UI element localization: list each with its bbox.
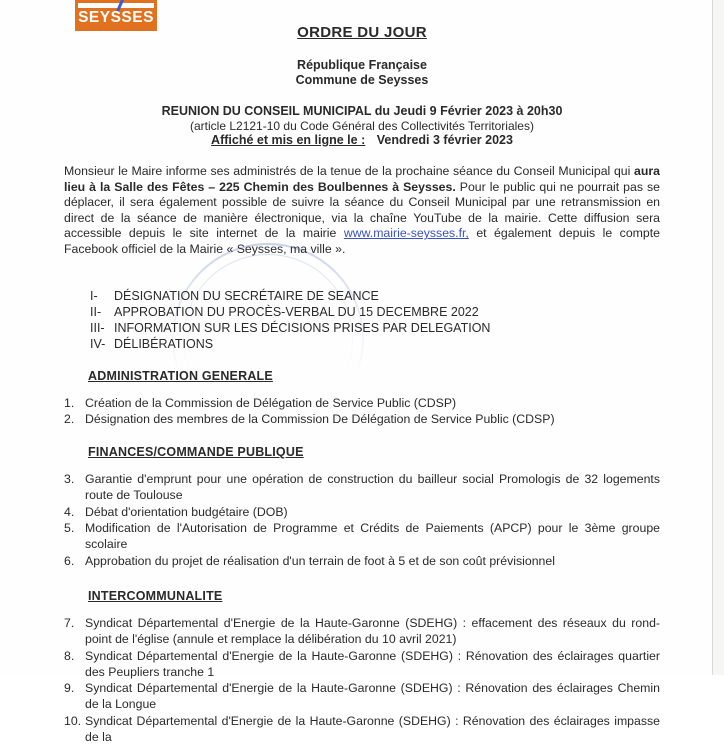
- roman-label: INFORMATION SUR LES DÉCISIONS PRISES PAR DELEGATION: [114, 320, 491, 335]
- section-items-intercommunalite: [64, 615, 660, 745]
- item-number: 3.: [64, 472, 75, 487]
- item-text: Débat d'orientation budgétaire (DOB): [85, 504, 288, 519]
- table-row: [64, 553, 660, 569]
- item-number: 10.: [64, 713, 82, 728]
- roman-numeral: I-: [90, 288, 98, 303]
- item-text: Garantie d'emprunt pour une opération de construction du bailleur social Promologis de 32 logements route de Toulouse: [85, 472, 660, 503]
- article-reference: (article L2121-10 du Code Général des Collectivités Territoriales): [190, 119, 534, 133]
- meeting-line: REUNION DU CONSEIL MUNICIPAL du Jeudi 9 Février 2023 à 20h30: [161, 104, 563, 118]
- item-text: Syndicat Départemental d'Energie de la Haute-Garonne (SDEHG) : Rénovation des éclairages Chemin de la Longue: [85, 681, 660, 712]
- section-heading-administration-generale: ADMINISTRATION GENERALE: [88, 368, 273, 383]
- roman-label: DÉLIBÉRATIONS: [114, 336, 214, 351]
- item-number: 1.: [64, 395, 75, 410]
- table-row: [64, 520, 660, 553]
- intro-part2: Pour le public qui ne pourrait pas se déplacer, il sera également possible de suivre la séance du Conseil Municipal par une retransmission en direct de la séance de manière électronique, via la chaîne YouTube de la mairie. Cette diffusion sera accessible depuis le site internet de la mairie: [64, 179, 660, 241]
- item-text: Approbation du projet de réalisation d'un terrain de foot à 5 et de son coût prévisionnel: [85, 553, 555, 568]
- intro-paragraph: [64, 164, 660, 258]
- republic-line: République Française: [297, 58, 427, 72]
- table-row: [64, 504, 660, 520]
- item-text: Modification de l'Autorisation de Programme et Crédits de Paiements (APCP) pour le 3ème groupe scolaire: [85, 521, 660, 552]
- published-date: Vendredi 3 février 2023: [376, 133, 513, 147]
- table-row: [64, 411, 660, 427]
- list-item: [90, 288, 724, 304]
- list-item: [90, 336, 724, 352]
- item-number: 4.: [64, 504, 75, 519]
- logo-text: SEYSSES: [78, 9, 154, 26]
- roman-numeral: IV-: [90, 336, 106, 351]
- published-line: [0, 133, 724, 148]
- list-item: [90, 320, 724, 336]
- section-heading-finances-commande-publique: FINANCES/COMMANDE PUBLIQUE: [88, 445, 304, 460]
- item-text: Désignation des membres de la Commission De Délégation de Service Public (CDSP): [85, 411, 555, 426]
- intro-bold-venue: aura lieu à la Salle des Fêtes – 225 Chemin des Boulbennes à Seysses.: [64, 164, 660, 194]
- table-row: [64, 471, 660, 504]
- item-text: Syndicat Départemental d'Energie de la Haute-Garonne (SDEHG) : Rénovation des éclairages impasse de la: [85, 713, 660, 745]
- agenda-roman-list: [90, 288, 724, 352]
- item-text: Syndicat Départemental d'Energie de la Haute-Garonne (SDEHG) : Rénovation des éclairages quartier des Peupliers tranche 1: [85, 648, 660, 679]
- roman-numeral: III-: [90, 320, 105, 335]
- roman-label: DÉSIGNATION DU SECRÉTAIRE DE SEANCE: [114, 288, 379, 303]
- item-number: 9.: [64, 681, 75, 696]
- item-text: Création de la Commission de Délégation de Service Public (CDSP): [85, 395, 457, 410]
- item-number: 8.: [64, 648, 75, 663]
- intro-part3: et également depuis le compte Facebook officiel de la Mairie « Seysses, ma ville ».: [64, 226, 660, 256]
- item-number: 5.: [64, 521, 75, 536]
- table-row: [64, 713, 660, 745]
- mairie-website-link[interactable]: www.mairie-seysses.fr,: [343, 226, 469, 241]
- published-label: Affiché et mis en ligne le :: [211, 133, 366, 147]
- table-row: [64, 648, 660, 681]
- roman-label: APPROBATION DU PROCÈS-VERBAL DU 15 DECEMBRE 2022: [114, 304, 479, 319]
- page-title: ORDRE DU JOUR: [297, 24, 427, 41]
- table-row: [64, 615, 660, 648]
- table-row: [64, 680, 660, 713]
- item-number: 7.: [64, 615, 75, 630]
- intro-part1: Monsieur le Maire informe ses administrés de la tenue de la prochaine séance du Conseil Municipal qui: [64, 164, 635, 178]
- section-heading-intercommunalite: INTERCOMMUNALITE: [88, 588, 223, 603]
- section-items-finances: [64, 471, 660, 569]
- item-number: 2.: [64, 411, 75, 426]
- document-header: [0, 0, 724, 148]
- item-text: Syndicat Départemental d'Energie de la Haute-Garonne (SDEHG) : effacement des réseaux du rond-point de l'église (annule et remplace la délibération du 10 avril 2021): [85, 615, 660, 647]
- item-number: 6.: [64, 553, 75, 568]
- section-items-administration: [64, 395, 660, 428]
- commune-line: Commune de Seysses: [295, 73, 429, 87]
- table-row: [64, 395, 660, 411]
- roman-numeral: II-: [90, 304, 102, 319]
- list-item: [90, 304, 724, 320]
